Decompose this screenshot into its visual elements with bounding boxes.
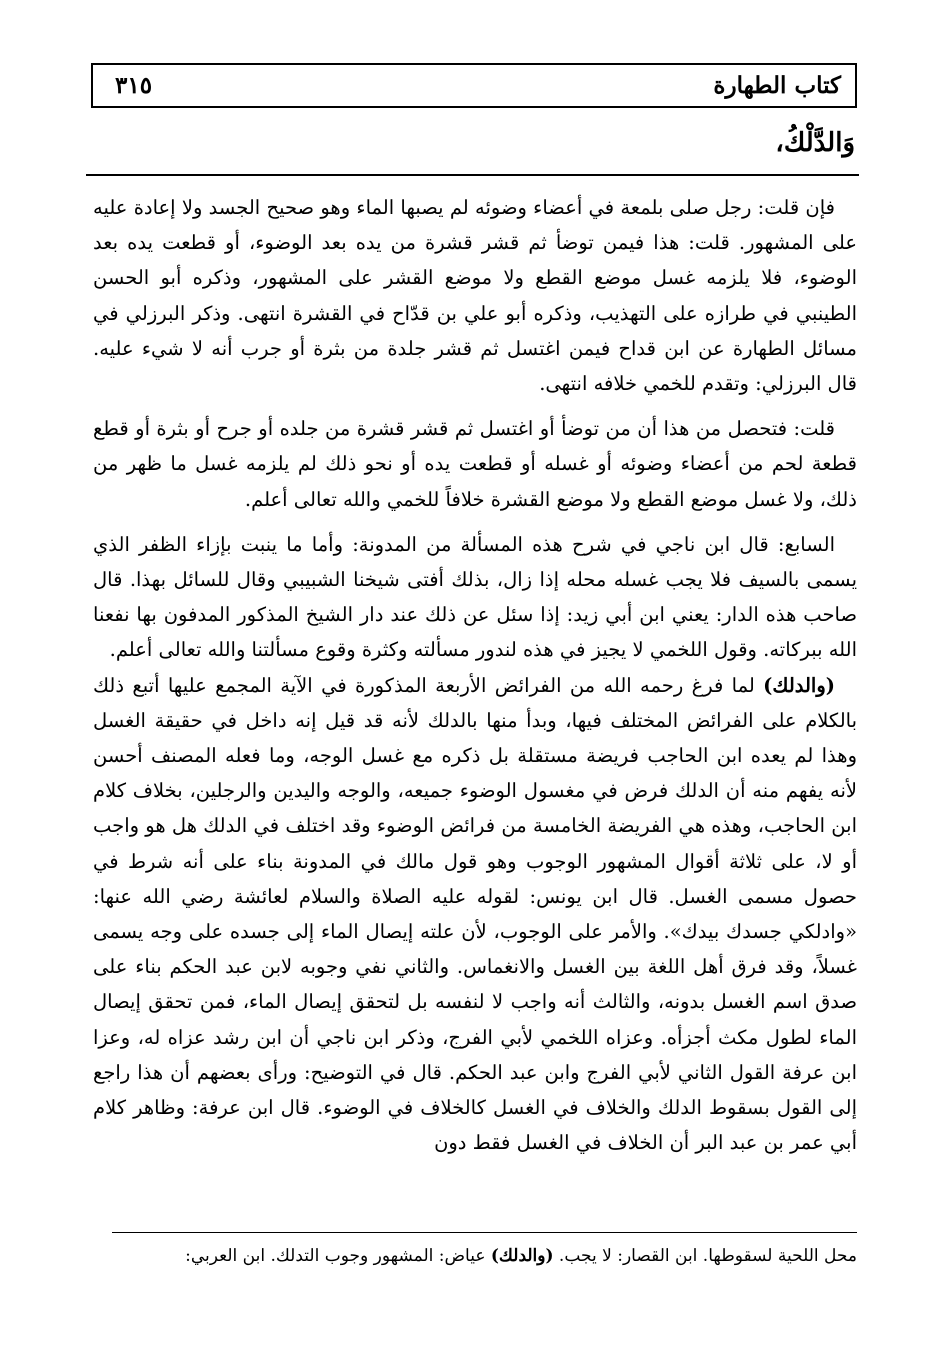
footnote-after: عياض: المشهور وجوب التدلك. ابن العربي: [185,1246,491,1266]
footnote [93,1242,857,1270]
dalk-keyword: (والدلك) [763,673,835,697]
footnote-before: محل اللحية لسقوطها. ابن القصار: لا يجب. [553,1246,857,1266]
commentary-body [93,190,857,1160]
paragraph-sabi: السابع: قال ابن ناجي في شرح هذه المسألة من المدونة: وأما ما ينبت بإزاء الظفر الذي يسمى بالسيف فلا يجب غسله محله إذا زال، بذلك أفتى شيخنا الشبيبي وقال للسائل بهذا. قال صاحب هذه الدار: يعني ابن أبي زيد: إذا سئل عن ذلك عند دار الشيخ المذكور المدفون بها نفعنا الله ببركاته. وقول اللخمي لا يجيز في هذه لندور مسألته وكثرة وقوع مسألتنا والله تعالى أعلم. [93,532,857,662]
footnote-keyword: (والدلك) [490,1246,554,1266]
footnote-divider [112,1232,857,1233]
paragraph-fa-in-qulta: فإن قلت: رجل صلى بلمعة في أعضاء وضوئه لم يصبها الماء وهو صحيح الجسد ولا إعادة عليه على المشهور. قلت: هذا فيمن توضأ ثم قشر قشرة من يده بعد الوضوء، أو قطعت يده بعد الوضوء، فلا يلزمه غسل موضع القطع ولا موضع القشر على المشهور، وذكره أبو الحسن الطينبي في طرازه على التهذيب، وذكره أبو علي بن قدّاح في القشرة انتهى. وذكر البرزلي في مسائل الطهارة عن ابن قداح فيمن اغتسل ثم قشر جلدة من بثرة أو جرب أنه لا شيء عليه. قال البرزلي: وتقدم للخمي خلافه انتهى. [93,196,857,396]
page-number: ٣١٥ [115,72,153,99]
paragraph-dalk [93,668,857,1161]
paragraph-qulta: قلت: فتحصل من هذا أن من توضأ أو اغتسل ثم قشر قشرة من جلده أو جرح أو بثرة أو قطع قطعة لحم من أعضاء وضوئه أو غسله أو قطعت يده أو نحو ذلك لم يلزمه غسل ما ظهر من ذلك، ولا غسل موضع القطع ولا موضع القشرة خلافاً للخمي والله تعالى أعلم. [93,417,857,511]
matn-line: وَالدَّلْكُ، [775,128,855,158]
top-divider [86,174,859,176]
book-title: كتاب الطهارة [713,72,841,99]
running-header [91,63,857,108]
dalk-text: لما فرغ رحمه الله من الفرائض الأربعة المذكورة في الآية المجمع عليها أتبع ذلك بالكلام على الفرائض المختلف فيها، وبدأ منها بالدلك لأنه قد قيل إنه داخل في حقيقة الغسل وهذا لم يعده ابن الحاجب فريضة مستقلة بل ذكره مع غسل الوجه، وما فعله المصنف أحسن لأنه يفهم منه أن الدلك فرض في مغسول الوضوء جميعه، والوجه واليدين والرجلين، بخلاف كلام ابن الحاجب، وهذه هي الفريضة الخامسة من فرائض الوضوء وقد اختلف في الدلك هل هو واجب أو لا، على ثلاثة أقوال المشهور الوجوب وهو قول مالك في المدونة بناء على أنه شرط في حصول مسمى الغسل. قال ابن يونس: لقوله عليه الصلاة والسلام لعائشة رضي الله عنها: «وادلكي جسدك بيدك». والأمر على الوجوب، لأن علته إيصال الماء إلى جسده على وجه يسمى غسلاً، وقد فرق أهل اللغة بين الغسل والانغماس. والثاني نفي وجوبه لابن عبد الحكم بناء على صدق اسم الغسل بدونه، والثالث أنه واجب لا لنفسه بل لتحقق إيصال الماء، فمن تحقق إيصال الماء لطول مكث أجزأه. وعزاه اللخمي لأبي الفرج، وذكر ابن ناجي أن ابن رشد عزاه له، وعزا ابن عرفة القول الثاني لأبي الفرج وابن عبد الحكم. قال في التوضيح: ورأى بعضهم أن هذا راجع إلى القول بسقوط الدلك والخلاف في الغسل كالخلاف في الوضوء. قال ابن عرفة: وظاهر كلام أبي عمر بن عبد البر أن الخلاف في الغسل فقط دون [93,673,857,1155]
